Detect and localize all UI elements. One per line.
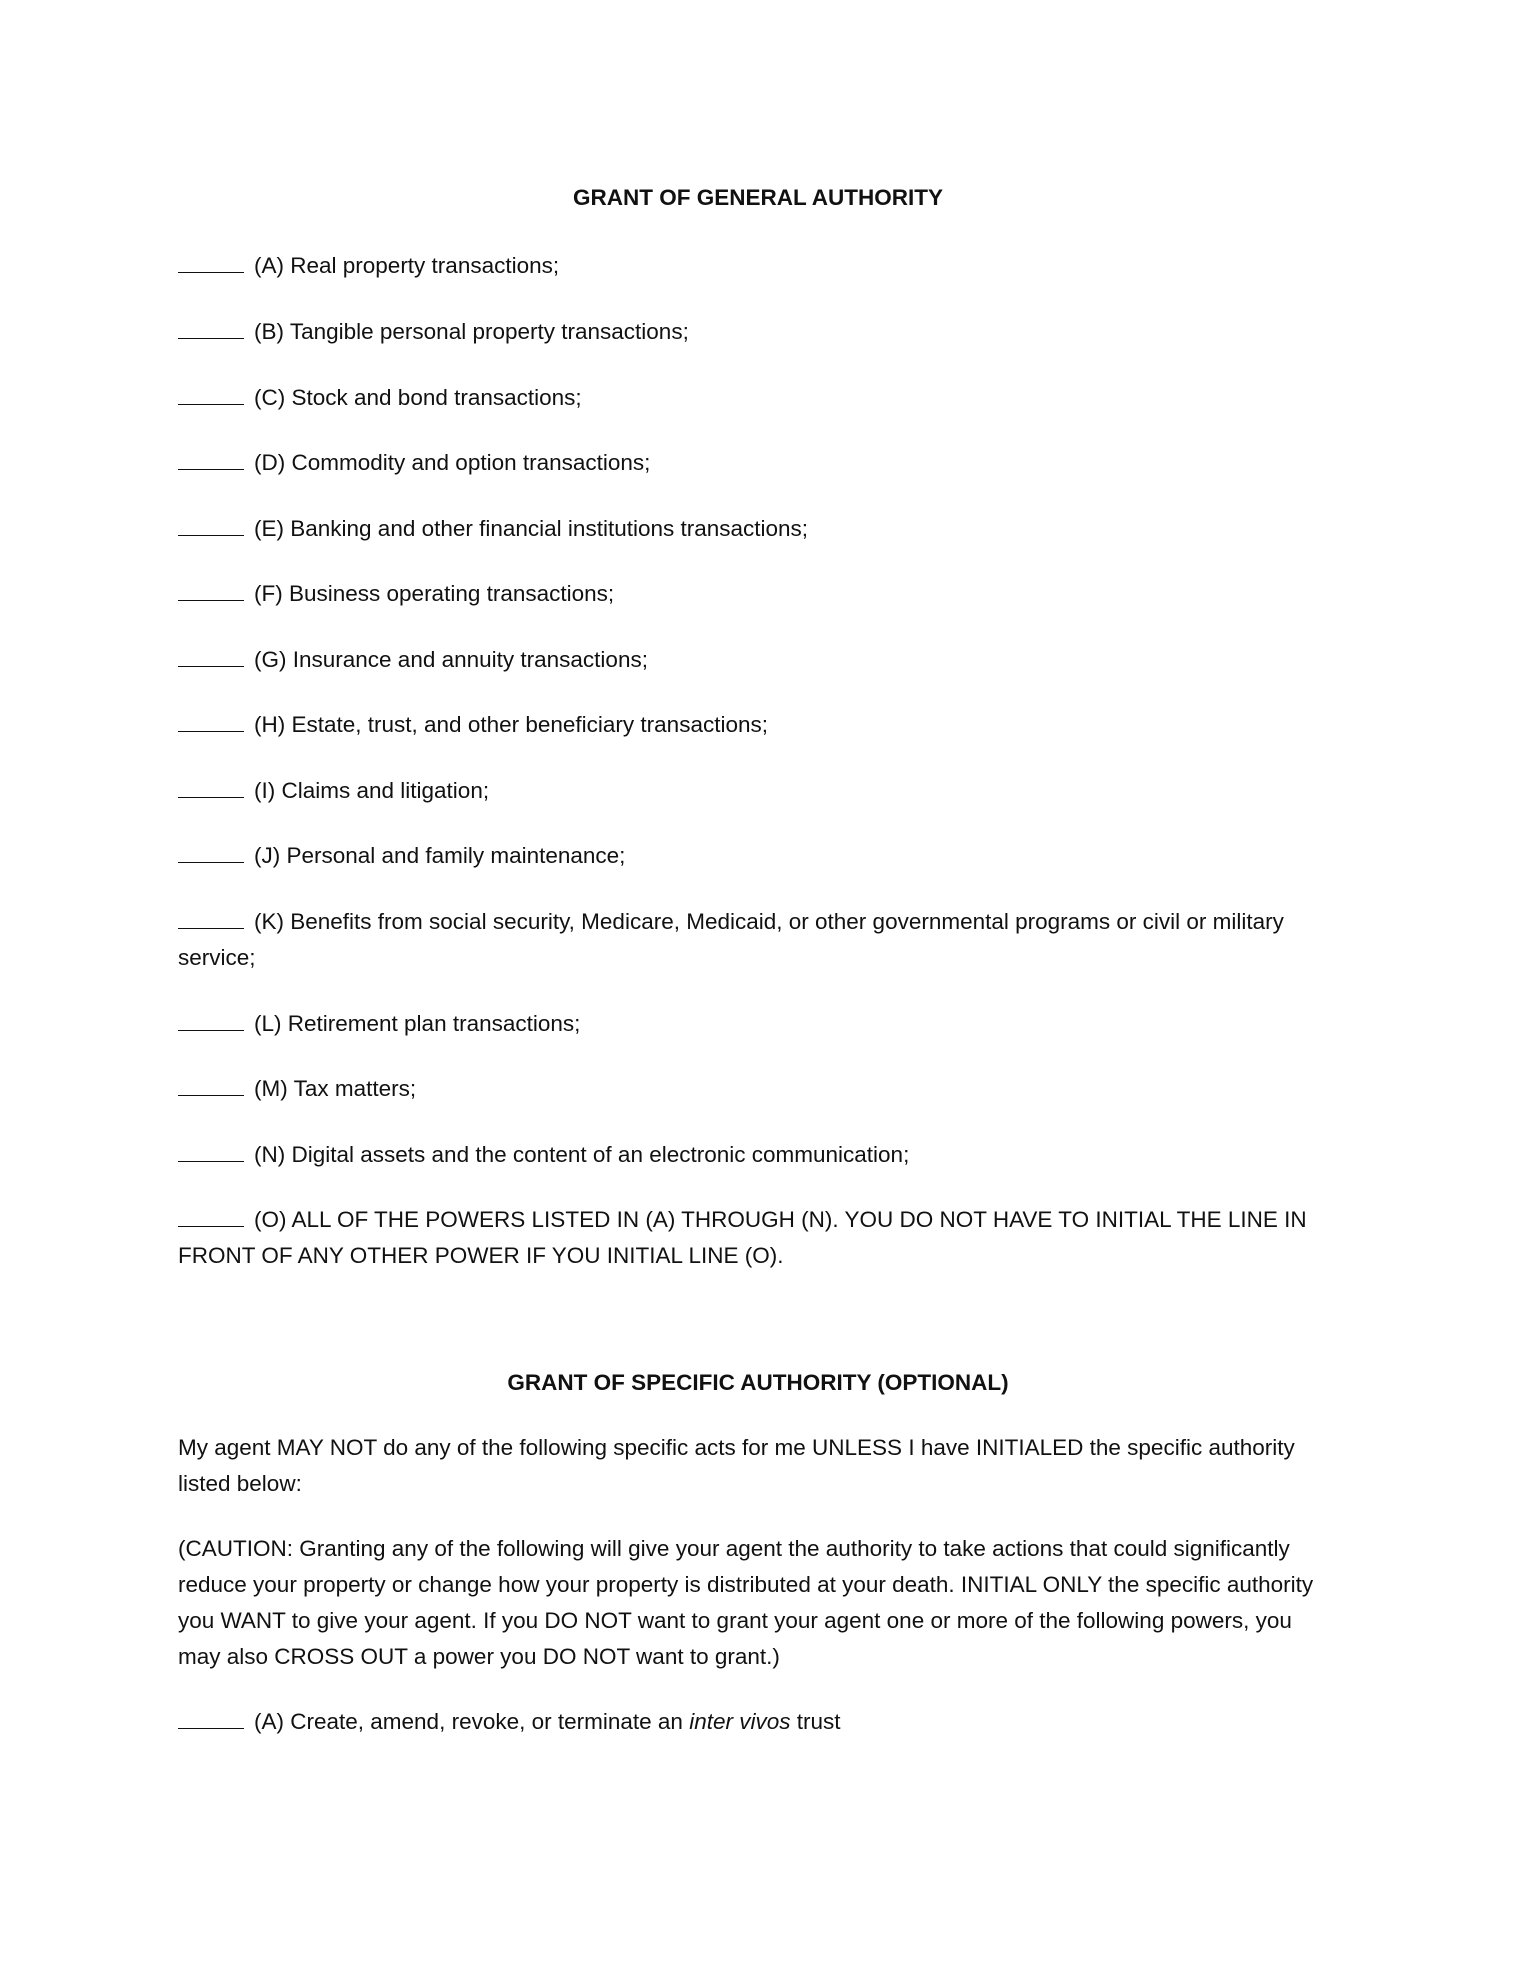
- specific-item-a-italic: inter vivos: [689, 1709, 791, 1734]
- general-item-l: (L) Retirement plan transactions;: [178, 1006, 1338, 1042]
- initial-line[interactable]: [178, 646, 244, 667]
- general-item-h: (H) Estate, trust, and other beneficiary transactions;: [178, 707, 1338, 743]
- general-item-b: (B) Tangible personal property transactions;: [178, 314, 1338, 350]
- initial-line[interactable]: [178, 1206, 244, 1227]
- initial-line[interactable]: [178, 1075, 244, 1096]
- initial-line[interactable]: [178, 449, 244, 470]
- initial-line[interactable]: [178, 711, 244, 732]
- initial-line[interactable]: [178, 777, 244, 798]
- initial-line[interactable]: [178, 1708, 244, 1729]
- general-item-f: (F) Business operating transactions;: [178, 576, 1338, 612]
- general-item-c: (C) Stock and bond transactions;: [178, 380, 1338, 416]
- general-item-o: (O) ALL OF THE POWERS LISTED IN (A) THROUGH (N). YOU DO NOT HAVE TO INITIAL THE LINE IN FRONT OF ANY OTHER POWER IF YOU INITIAL LINE (O).: [178, 1207, 1307, 1268]
- general-item-e: (E) Banking and other financial institutions transactions;: [178, 511, 1338, 547]
- initial-line[interactable]: [178, 908, 244, 929]
- general-item-a: (A) Real property transactions;: [178, 248, 1338, 284]
- general-item-d: (D) Commodity and option transactions;: [178, 445, 1338, 481]
- general-item-k: (K) Benefits from social security, Medicare, Medicaid, or other governmental programs or civil or military service;: [178, 909, 1284, 970]
- general-item-j: (J) Personal and family maintenance;: [178, 838, 1338, 874]
- specific-item-a-suffix: trust: [790, 1709, 841, 1734]
- initial-line[interactable]: [178, 1010, 244, 1031]
- initial-line[interactable]: [178, 318, 244, 339]
- initial-line[interactable]: [178, 515, 244, 536]
- specific-authority-intro: My agent MAY NOT do any of the following specific acts for me UNLESS I have INITIALED the specific authority listed below:: [178, 1435, 1295, 1496]
- general-item-m: (M) Tax matters;: [178, 1071, 1338, 1107]
- general-authority-heading: GRANT OF GENERAL AUTHORITY: [573, 185, 943, 210]
- specific-authority-heading: GRANT OF SPECIFIC AUTHORITY (OPTIONAL): [507, 1370, 1009, 1395]
- initial-line[interactable]: [178, 842, 244, 863]
- general-item-n: (N) Digital assets and the content of an electronic communication;: [178, 1137, 1338, 1173]
- initial-line[interactable]: [178, 580, 244, 601]
- general-item-i: (I) Claims and litigation;: [178, 773, 1338, 809]
- specific-authority-caution: (CAUTION: Granting any of the following will give your agent the authority to take actions that could significantly reduce your property or change how your property is distributed at your death. INITIAL ONLY the specific authority you WANT to give your agent. If you DO NOT want to grant your agent one or more of the following powers, you may also CROSS OUT a power you DO NOT want to grant.): [178, 1536, 1314, 1669]
- initial-line[interactable]: [178, 384, 244, 405]
- specific-item-a: [178, 1704, 1338, 1740]
- specific-item-a-prefix: (A) Create, amend, revoke, or terminate an: [254, 1709, 690, 1734]
- initial-line[interactable]: [178, 252, 244, 273]
- initial-line[interactable]: [178, 1141, 244, 1162]
- general-item-g: (G) Insurance and annuity transactions;: [178, 642, 1338, 678]
